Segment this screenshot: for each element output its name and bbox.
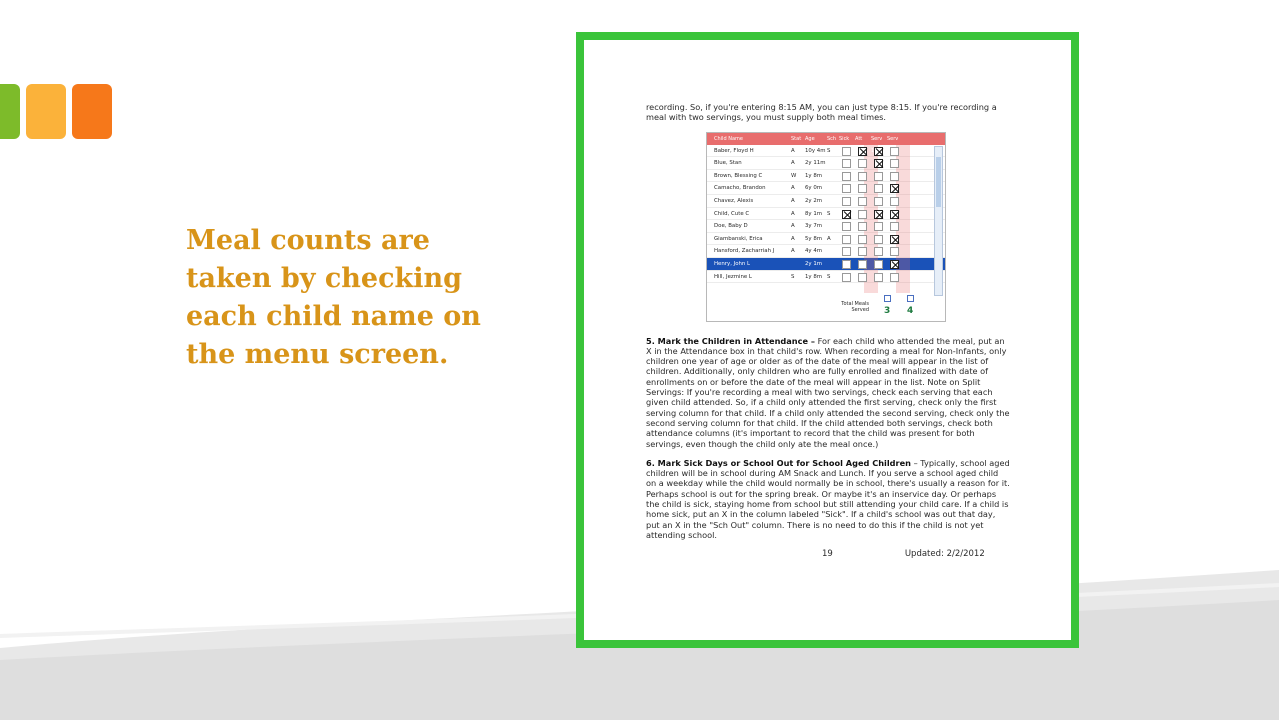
child-sch: S	[827, 210, 831, 217]
serv2-checkbox[interactable]	[890, 222, 899, 231]
sick-checkbox[interactable]	[842, 210, 851, 219]
child-stat: S	[791, 273, 795, 280]
header-cell: Sch	[827, 135, 837, 142]
attendance-checkbox[interactable]	[858, 222, 867, 231]
child-age: 8y 1m	[805, 210, 823, 217]
header-cell: Sick	[839, 135, 850, 142]
updated-date: Updated: 2/2/2012	[904, 549, 985, 560]
attendance-checkbox[interactable]	[858, 235, 867, 244]
sick-checkbox[interactable]	[842, 197, 851, 206]
sick-checkbox[interactable]	[842, 273, 851, 282]
header-cell: Stat	[791, 135, 802, 142]
child-sch	[827, 220, 839, 232]
child-stat: A	[791, 248, 795, 255]
child-name: Camacho, Brandon	[714, 185, 766, 192]
serv2-checkbox[interactable]	[890, 247, 899, 256]
sick-checkbox[interactable]	[842, 172, 851, 181]
decor-square-green	[0, 84, 20, 139]
serv1-checkbox[interactable]	[874, 210, 883, 219]
section6-paragraph	[646, 458, 1011, 540]
child-sch	[827, 157, 839, 169]
serv1-checkbox[interactable]	[874, 235, 883, 244]
meal-entry-screenshot	[706, 132, 946, 322]
child-age: 2y 2m	[805, 197, 823, 204]
child-sch: S	[827, 147, 831, 154]
decor-square-yellow	[26, 84, 66, 139]
serv1-checkbox[interactable]	[874, 184, 883, 193]
serv2-checkbox[interactable]	[890, 235, 899, 244]
child-name: Henry, John L	[714, 260, 751, 267]
sick-checkbox[interactable]	[842, 159, 851, 168]
child-age: 4y 4m	[805, 248, 823, 255]
child-sch	[827, 258, 839, 270]
child-stat: A	[791, 185, 795, 192]
serv2-checkbox[interactable]	[890, 147, 899, 156]
child-age: 6y 0m	[805, 185, 823, 192]
child-name: Child, Cute C	[714, 210, 750, 217]
child-name: Giambanski, Erica	[714, 235, 763, 242]
header-cell: Serv 1	[871, 135, 883, 154]
decor-square-orange	[72, 84, 112, 139]
sick-checkbox[interactable]	[842, 260, 851, 269]
serv1-checkbox[interactable]	[874, 273, 883, 282]
attendance-checkbox[interactable]	[858, 210, 867, 219]
serv1-checkbox[interactable]	[874, 159, 883, 168]
screenshot-footer	[707, 293, 945, 321]
child-name: Hill, Jezmine L	[714, 273, 752, 280]
child-age: 1y 8m	[805, 273, 823, 280]
serv1-checkbox[interactable]	[874, 197, 883, 206]
child-name: Chavez, Alexis	[714, 197, 754, 204]
child-name: Hansford, Zacharriah J	[714, 248, 775, 255]
serv2-checkbox[interactable]	[890, 172, 899, 181]
attendance-checkbox[interactable]	[858, 197, 867, 206]
child-age: 5y 8m	[805, 235, 823, 242]
doc-intro-text: recording. So, if you're entering 8:15 AM, you can just type 8:15. If you're recording a meal with two servings, you must supply both meal times.	[646, 102, 997, 123]
total-meals-label: Total Meals Served	[841, 300, 869, 314]
child-stat: A	[791, 210, 795, 217]
child-stat: A	[791, 160, 795, 167]
child-name: Blue, Stan	[714, 160, 742, 167]
serv1-checkbox[interactable]	[874, 260, 883, 269]
document-page	[646, 102, 1011, 560]
section5-paragraph	[646, 336, 1011, 449]
child-name: Doe, Baby D	[714, 223, 748, 230]
child-sch: S	[827, 273, 831, 280]
document-image-frame	[576, 32, 1079, 648]
header-cell: Serv 2	[887, 135, 899, 154]
attendance-checkbox[interactable]	[858, 159, 867, 168]
child-sch	[827, 170, 839, 182]
child-stat: A	[791, 223, 795, 230]
child-stat	[791, 258, 805, 270]
header-cell: Att	[855, 135, 863, 142]
child-sch	[827, 182, 839, 194]
total-serv1: 3	[884, 305, 891, 316]
child-sch: A	[827, 235, 831, 242]
section6-title: 6. Mark Sick Days or School Out for School Aged Children	[646, 457, 911, 468]
total-serv2: 4	[907, 305, 914, 316]
sick-checkbox[interactable]	[842, 147, 851, 156]
child-stat: A	[791, 147, 795, 154]
section5-body: For each child who attended the meal, put an X in the Attendance box in that child's row. When recording a meal for Non-Infants, only children one year of age or older as of the date of the meal will appear in the list of children. Additionally, only children who are fully enrolled and finalized with date of enrollments on or before the date of the meal will appear in the list. Note on Split Servings: If you're recording a meal with two servings, check each serving that each given child attended. So, if a child only attended the first serving, check only the first serving column for that child. If a child only attended the second serving, check only the second serving column for that child. If the child attended both servings, check both attendance columns (it's important to record that the child was present for both servings, even though the child only ate the meal once.)	[646, 335, 1010, 449]
attendance-checkbox[interactable]	[858, 260, 867, 269]
attendance-checkbox[interactable]	[858, 172, 867, 181]
serv1-checkbox[interactable]	[874, 222, 883, 231]
attendance-checkbox[interactable]	[858, 147, 867, 156]
child-sch	[827, 245, 839, 257]
child-age: 2y 11m	[805, 160, 826, 167]
child-age: 10y 4m	[805, 147, 826, 154]
footer-checkbox-serv1	[884, 295, 891, 302]
sick-checkbox[interactable]	[842, 184, 851, 193]
serv2-checkbox[interactable]	[890, 197, 899, 206]
serv2-checkbox[interactable]	[890, 210, 899, 219]
slide-caption: Meal counts are taken by checking each child name on the menu screen.	[186, 225, 481, 370]
section5-title: 5. Mark the Children in Attendance –	[646, 335, 815, 346]
child-sch	[827, 195, 839, 207]
footer-checkbox-serv2	[907, 295, 914, 302]
sick-checkbox[interactable]	[842, 222, 851, 231]
child-name: Baber, Floyd H	[714, 147, 754, 154]
child-age: 1y 8m	[805, 172, 823, 179]
serv2-checkbox[interactable]	[890, 184, 899, 193]
child-stat: W	[791, 172, 797, 179]
serv1-checkbox[interactable]	[874, 172, 883, 181]
page-number: 19	[822, 549, 833, 560]
header-cell: Age	[805, 135, 815, 142]
sick-checkbox[interactable]	[842, 235, 851, 244]
child-stat: A	[791, 235, 795, 242]
child-stat: A	[791, 197, 795, 204]
section6-body: – Typically, school aged children will be in school during AM Snack and Lunch. If you serve a school aged child on a weekday while the child would normally be in school, there's usually a reason for it. Perhaps school is out for the spring break. Or maybe it's an inservice day. Or perhaps the child is sick, staying home from school but still attending your child care. If a child is home sick, put an X in the column labeled "Sick". If a child's school was out that day, put an X in the "Sch Out" column. There is no need to do this if the child is not yet attending school.	[646, 457, 1010, 540]
screenshot-scrollbar	[934, 146, 943, 296]
attendance-checkbox[interactable]	[858, 247, 867, 256]
child-age: 3y 7m	[805, 223, 823, 230]
child-name: Brown, Blessing C	[714, 172, 763, 179]
serv2-checkbox[interactable]	[890, 273, 899, 282]
serv2-checkbox[interactable]	[890, 159, 899, 168]
serv2-checkbox[interactable]	[890, 260, 899, 269]
child-age: 2y 1m	[805, 260, 823, 267]
serv1-checkbox[interactable]	[874, 247, 883, 256]
attendance-checkbox[interactable]	[858, 184, 867, 193]
sick-checkbox[interactable]	[842, 247, 851, 256]
attendance-checkbox[interactable]	[858, 273, 867, 282]
header-cell: Child Name	[714, 135, 743, 142]
serv1-checkbox[interactable]	[874, 147, 883, 156]
doc-footer	[646, 549, 1011, 559]
